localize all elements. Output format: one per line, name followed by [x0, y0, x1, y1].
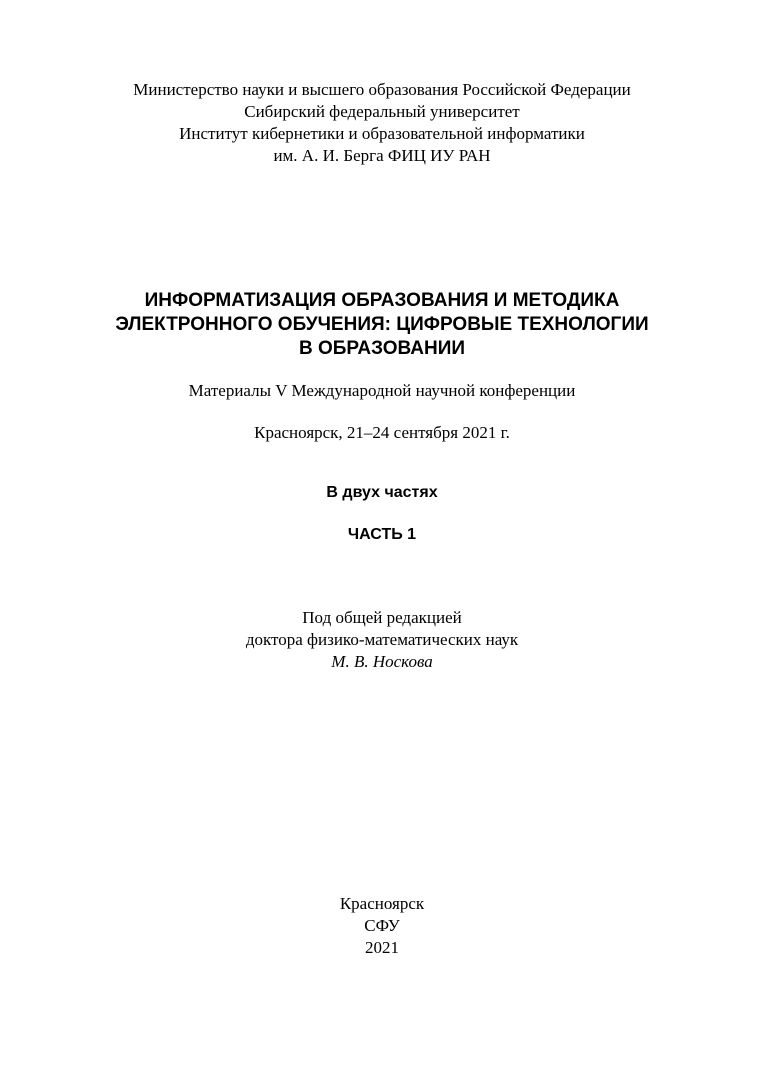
imprint-publisher: СФУ: [364, 916, 400, 935]
imprint-year: 2021: [365, 938, 399, 957]
institution-header: [0, 79, 764, 167]
institute-line: Институт кибернетики и образовательной информатики: [179, 124, 585, 143]
editor-name: М. В. Носкова: [331, 652, 433, 671]
document-title: [0, 289, 764, 361]
parts-count: В двух частях: [326, 484, 438, 501]
editor-line-1: Под общей редакцией: [302, 608, 462, 627]
ministry-line: Министерство науки и высшего образования Российской Федерации: [133, 80, 631, 99]
university-line: Сибирский федеральный университет: [244, 102, 520, 121]
imprint-city: Красноярск: [339, 894, 425, 913]
conference-place-date: Красноярск, 21–24 сентября 2021 г.: [254, 423, 510, 442]
institute-affiliation-line: им. А. И. Берга ФИЦ ИУ РАН: [273, 146, 491, 165]
editor-line-2: доктора физико-математических наук: [245, 630, 519, 649]
editor-block: [0, 607, 764, 673]
imprint: [0, 893, 764, 959]
title-line-3: В ОБРАЗОВАНИИ: [298, 338, 466, 359]
part-number: ЧАСТЬ 1: [347, 526, 417, 543]
conference-subtitle: Материалы V Международной научной конференции: [188, 381, 576, 400]
title-line-2: ЭЛЕКТРОННОГО ОБУЧЕНИЯ: ЦИФРОВЫЕ ТЕХНОЛОГИИ: [115, 314, 649, 335]
title-line-1: ИНФОРМАТИЗАЦИЯ ОБРАЗОВАНИЯ И МЕТОДИКА: [144, 290, 620, 311]
